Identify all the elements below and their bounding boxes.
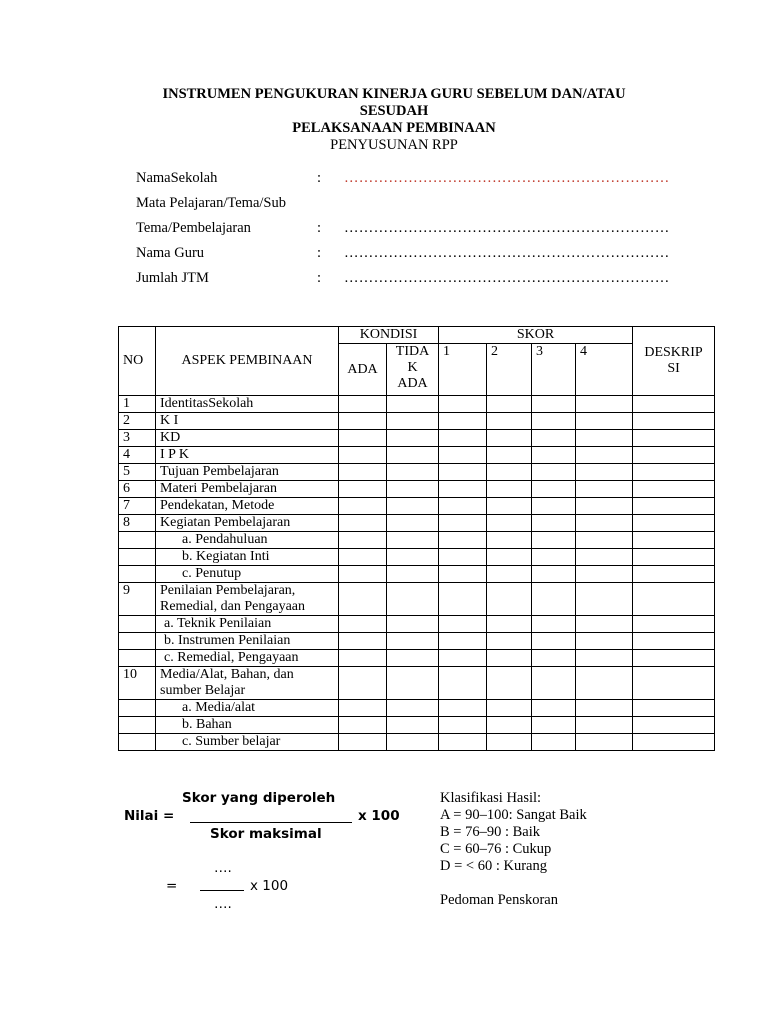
cell-tidak-ada[interactable] bbox=[387, 700, 439, 717]
cell-deskripsi[interactable] bbox=[633, 633, 715, 650]
row-no: 9 bbox=[119, 583, 156, 616]
cell-deskripsi[interactable] bbox=[633, 566, 715, 583]
cell-ada[interactable] bbox=[339, 700, 387, 717]
table-row bbox=[119, 515, 715, 532]
field-blank[interactable]: ………………………………………………………… bbox=[344, 245, 670, 261]
cell-tidak-ada[interactable] bbox=[387, 633, 439, 650]
cell-skor-1[interactable] bbox=[439, 481, 487, 498]
cell-skor-3[interactable] bbox=[532, 515, 576, 532]
cell-ada[interactable] bbox=[339, 413, 387, 430]
table-row bbox=[119, 700, 715, 717]
cell-skor-4[interactable] bbox=[576, 498, 633, 515]
table-row bbox=[119, 447, 715, 464]
cell-skor-2[interactable] bbox=[487, 413, 532, 430]
cell-deskripsi[interactable] bbox=[633, 396, 715, 413]
row-aspek: Kegiatan Pembelajaran bbox=[156, 515, 339, 532]
row-aspek: c. Penutup bbox=[156, 566, 339, 583]
header-skor-2: 2 bbox=[487, 344, 532, 396]
cell-skor-2[interactable] bbox=[487, 616, 532, 633]
cell-ada[interactable] bbox=[339, 447, 387, 464]
calc-numerator: …. bbox=[214, 860, 232, 876]
calc-denominator: …. bbox=[214, 896, 232, 912]
cell-ada[interactable] bbox=[339, 667, 387, 700]
table-row bbox=[119, 650, 715, 667]
cell-ada[interactable] bbox=[339, 633, 387, 650]
title-line-3: PELAKSANAAN PEMBINAAN bbox=[292, 120, 496, 136]
table-row bbox=[119, 549, 715, 566]
cell-skor-4[interactable] bbox=[576, 667, 633, 700]
field-colon: : bbox=[317, 170, 322, 186]
row-no: 2 bbox=[119, 413, 156, 430]
cell-deskripsi[interactable] bbox=[633, 667, 715, 700]
header-deskripsi: DESKRIP SI bbox=[633, 327, 715, 396]
cell-skor-3[interactable] bbox=[532, 498, 576, 515]
row-no bbox=[119, 566, 156, 583]
cell-ada[interactable] bbox=[339, 717, 387, 734]
field-mata-pelajaran bbox=[136, 195, 696, 220]
table-row bbox=[119, 717, 715, 734]
cell-skor-4[interactable] bbox=[576, 481, 633, 498]
field-label: Mata Pelajaran/Tema/Sub bbox=[136, 195, 286, 211]
table-row bbox=[119, 396, 715, 413]
table-row bbox=[119, 734, 715, 751]
cell-ada[interactable] bbox=[339, 498, 387, 515]
cell-ada[interactable] bbox=[339, 532, 387, 549]
row-no bbox=[119, 734, 156, 751]
field-nama-sekolah bbox=[136, 170, 696, 195]
cell-skor-4[interactable] bbox=[576, 650, 633, 667]
cell-skor-3[interactable] bbox=[532, 532, 576, 549]
field-label: Jumlah JTM bbox=[136, 270, 209, 286]
cell-skor-3[interactable] bbox=[532, 396, 576, 413]
row-aspek: a. Pendahuluan bbox=[156, 532, 339, 549]
cell-skor-2[interactable] bbox=[487, 667, 532, 700]
cell-deskripsi[interactable] bbox=[633, 481, 715, 498]
cell-skor-2[interactable] bbox=[487, 447, 532, 464]
cell-tidak-ada[interactable] bbox=[387, 549, 439, 566]
row-aspek: Media/Alat, Bahan, dan sumber Belajar bbox=[156, 667, 339, 700]
cell-skor-2[interactable] bbox=[487, 633, 532, 650]
row-aspek: c. Sumber belajar bbox=[156, 734, 339, 751]
title-line-2: SESUDAH bbox=[359, 103, 429, 119]
row-no bbox=[119, 633, 156, 650]
row-no: 8 bbox=[119, 515, 156, 532]
cell-tidak-ada[interactable] bbox=[387, 481, 439, 498]
row-aspek: Pendekatan, Metode bbox=[156, 498, 339, 515]
cell-tidak-ada[interactable] bbox=[387, 413, 439, 430]
cell-skor-3[interactable] bbox=[532, 549, 576, 566]
cell-skor-1[interactable] bbox=[439, 396, 487, 413]
cell-ada[interactable] bbox=[339, 481, 387, 498]
calc-fraction-line bbox=[200, 890, 244, 891]
cell-ada[interactable] bbox=[339, 616, 387, 633]
table-row bbox=[119, 667, 715, 700]
cell-skor-1[interactable] bbox=[439, 667, 487, 700]
cell-tidak-ada[interactable] bbox=[387, 583, 439, 616]
cell-tidak-ada[interactable] bbox=[387, 717, 439, 734]
header-row-1 bbox=[119, 327, 715, 344]
cell-skor-4[interactable] bbox=[576, 430, 633, 447]
cell-deskripsi[interactable] bbox=[633, 447, 715, 464]
cell-skor-2[interactable] bbox=[487, 650, 532, 667]
table-row bbox=[119, 583, 715, 616]
table-row bbox=[119, 633, 715, 650]
cell-skor-3[interactable] bbox=[532, 464, 576, 481]
row-aspek: Materi Pembelajaran bbox=[156, 481, 339, 498]
cell-deskripsi[interactable] bbox=[633, 700, 715, 717]
cell-skor-2[interactable] bbox=[487, 396, 532, 413]
cell-deskripsi[interactable] bbox=[633, 498, 715, 515]
cell-skor-3[interactable] bbox=[532, 667, 576, 700]
cell-skor-3[interactable] bbox=[532, 717, 576, 734]
cell-skor-4[interactable] bbox=[576, 413, 633, 430]
cell-skor-4[interactable] bbox=[576, 396, 633, 413]
calc-times: x 100 bbox=[250, 878, 289, 894]
formula-fraction-line bbox=[190, 822, 352, 823]
table-row bbox=[119, 481, 715, 498]
cell-skor-4[interactable] bbox=[576, 717, 633, 734]
row-aspek: Tujuan Pembelajaran bbox=[156, 464, 339, 481]
cell-skor-1[interactable] bbox=[439, 566, 487, 583]
cell-deskripsi[interactable] bbox=[633, 515, 715, 532]
cell-tidak-ada[interactable] bbox=[387, 734, 439, 751]
calc-equals: = bbox=[166, 878, 178, 894]
cell-skor-1[interactable] bbox=[439, 464, 487, 481]
cell-skor-2[interactable] bbox=[487, 515, 532, 532]
row-no: 5 bbox=[119, 464, 156, 481]
field-nama-guru bbox=[136, 245, 696, 270]
cell-deskripsi[interactable] bbox=[633, 549, 715, 566]
cell-ada[interactable] bbox=[339, 396, 387, 413]
row-aspek: KD bbox=[156, 430, 339, 447]
cell-skor-1[interactable] bbox=[439, 447, 487, 464]
cell-skor-2[interactable] bbox=[487, 717, 532, 734]
cell-skor-2[interactable] bbox=[487, 700, 532, 717]
cell-ada[interactable] bbox=[339, 515, 387, 532]
cell-deskripsi[interactable] bbox=[633, 430, 715, 447]
cell-skor-4[interactable] bbox=[576, 700, 633, 717]
row-aspek: b. Instrumen Penilaian bbox=[156, 633, 339, 650]
header-skor-3: 3 bbox=[532, 344, 576, 396]
document-title bbox=[110, 86, 678, 154]
cell-tidak-ada[interactable] bbox=[387, 498, 439, 515]
field-label: Tema/Pembelajaran bbox=[136, 220, 251, 236]
cell-tidak-ada[interactable] bbox=[387, 616, 439, 633]
cell-skor-4[interactable] bbox=[576, 515, 633, 532]
cell-skor-4[interactable] bbox=[576, 616, 633, 633]
field-colon: : bbox=[317, 245, 322, 261]
cell-ada[interactable] bbox=[339, 583, 387, 616]
row-aspek: b. Bahan bbox=[156, 717, 339, 734]
cell-skor-2[interactable] bbox=[487, 464, 532, 481]
cell-skor-1[interactable] bbox=[439, 717, 487, 734]
cell-tidak-ada[interactable] bbox=[387, 650, 439, 667]
cell-skor-3[interactable] bbox=[532, 447, 576, 464]
table-row bbox=[119, 413, 715, 430]
field-blank[interactable]: ………………………………………………………… bbox=[344, 220, 670, 236]
row-no: 7 bbox=[119, 498, 156, 515]
row-aspek: a. Teknik Penilaian bbox=[156, 616, 339, 633]
formula-numerator: Skor yang diperoleh bbox=[182, 790, 336, 806]
header-skor-4: 4 bbox=[576, 344, 633, 396]
field-jumlah-jtm bbox=[136, 270, 696, 295]
cell-tidak-ada[interactable] bbox=[387, 566, 439, 583]
cell-skor-3[interactable] bbox=[532, 413, 576, 430]
field-tema-pembelajaran bbox=[136, 220, 696, 245]
cell-skor-3[interactable] bbox=[532, 566, 576, 583]
cell-skor-2[interactable] bbox=[487, 734, 532, 751]
cell-skor-2[interactable] bbox=[487, 498, 532, 515]
klasifikasi-item: C = 60–76 : Cukup bbox=[440, 841, 552, 857]
cell-skor-1[interactable] bbox=[439, 616, 487, 633]
cell-deskripsi[interactable] bbox=[633, 734, 715, 751]
row-aspek: K I bbox=[156, 413, 339, 430]
cell-skor-4[interactable] bbox=[576, 734, 633, 751]
cell-tidak-ada[interactable] bbox=[387, 515, 439, 532]
cell-skor-1[interactable] bbox=[439, 413, 487, 430]
row-no: 6 bbox=[119, 481, 156, 498]
cell-skor-4[interactable] bbox=[576, 566, 633, 583]
cell-deskripsi[interactable] bbox=[633, 650, 715, 667]
identity-fields bbox=[136, 170, 696, 295]
cell-skor-3[interactable] bbox=[532, 734, 576, 751]
cell-skor-1[interactable] bbox=[439, 498, 487, 515]
header-aspek: ASPEK PEMBINAAN bbox=[156, 327, 339, 396]
cell-tidak-ada[interactable] bbox=[387, 396, 439, 413]
field-colon: : bbox=[317, 220, 322, 236]
cell-skor-1[interactable] bbox=[439, 583, 487, 616]
row-aspek: c. Remedial, Pengayaan bbox=[156, 650, 339, 667]
cell-skor-1[interactable] bbox=[439, 633, 487, 650]
row-aspek: I P K bbox=[156, 447, 339, 464]
cell-tidak-ada[interactable] bbox=[387, 667, 439, 700]
cell-tidak-ada[interactable] bbox=[387, 430, 439, 447]
header-skor-1: 1 bbox=[439, 344, 487, 396]
cell-tidak-ada[interactable] bbox=[387, 464, 439, 481]
row-aspek: b. Kegiatan Inti bbox=[156, 549, 339, 566]
row-no: 1 bbox=[119, 396, 156, 413]
cell-skor-3[interactable] bbox=[532, 650, 576, 667]
cell-skor-2[interactable] bbox=[487, 583, 532, 616]
klasifikasi-title: Klasifikasi Hasil: bbox=[440, 790, 542, 806]
table-row bbox=[119, 498, 715, 515]
field-blank[interactable]: ………………………………………………………… bbox=[344, 170, 670, 186]
cell-skor-4[interactable] bbox=[576, 464, 633, 481]
row-aspek: a. Media/alat bbox=[156, 700, 339, 717]
cell-ada[interactable] bbox=[339, 566, 387, 583]
header-kondisi: KONDISI bbox=[339, 327, 439, 344]
header-tidak-ada: TIDA K ADA bbox=[387, 344, 439, 396]
row-no: 4 bbox=[119, 447, 156, 464]
cell-skor-2[interactable] bbox=[487, 566, 532, 583]
header-ada: ADA bbox=[339, 344, 387, 396]
cell-ada[interactable] bbox=[339, 464, 387, 481]
row-aspek: IdentitasSekolah bbox=[156, 396, 339, 413]
header-no: NO bbox=[119, 327, 156, 396]
table-row bbox=[119, 566, 715, 583]
assessment-table bbox=[118, 326, 715, 751]
title-line-1: INSTRUMEN PENGUKURAN KINERJA GURU SEBELUM DAN/ATAU bbox=[162, 86, 626, 102]
cell-skor-3[interactable] bbox=[532, 700, 576, 717]
formula-times: x 100 bbox=[358, 808, 400, 824]
cell-tidak-ada[interactable] bbox=[387, 532, 439, 549]
cell-skor-1[interactable] bbox=[439, 549, 487, 566]
field-blank[interactable]: ………………………………………………………… bbox=[344, 270, 670, 286]
row-no: 10 bbox=[119, 667, 156, 700]
cell-skor-2[interactable] bbox=[487, 549, 532, 566]
cell-skor-1[interactable] bbox=[439, 430, 487, 447]
title-line-4: PENYUSUNAN RPP bbox=[330, 137, 458, 153]
cell-ada[interactable] bbox=[339, 549, 387, 566]
cell-tidak-ada[interactable] bbox=[387, 447, 439, 464]
cell-skor-4[interactable] bbox=[576, 532, 633, 549]
cell-ada[interactable] bbox=[339, 734, 387, 751]
table-row bbox=[119, 464, 715, 481]
pedoman-penskoran: Pedoman Penskoran bbox=[440, 892, 558, 908]
cell-skor-3[interactable] bbox=[532, 481, 576, 498]
field-colon: : bbox=[317, 270, 322, 286]
table-row bbox=[119, 616, 715, 633]
table-row bbox=[119, 532, 715, 549]
cell-skor-3[interactable] bbox=[532, 633, 576, 650]
cell-skor-3[interactable] bbox=[532, 583, 576, 616]
cell-skor-2[interactable] bbox=[487, 481, 532, 498]
field-label: Nama Guru bbox=[136, 245, 205, 261]
header-skor: SKOR bbox=[439, 327, 633, 344]
cell-skor-4[interactable] bbox=[576, 583, 633, 616]
klasifikasi-item: B = 76–90 : Baik bbox=[440, 824, 541, 840]
row-aspek: Penilaian Pembelajaran, Remedial, dan Pengayaan bbox=[156, 583, 339, 616]
cell-deskripsi[interactable] bbox=[633, 717, 715, 734]
cell-skor-2[interactable] bbox=[487, 430, 532, 447]
formula-nilai: Nilai = bbox=[124, 808, 175, 824]
row-no bbox=[119, 616, 156, 633]
cell-skor-1[interactable] bbox=[439, 515, 487, 532]
row-no bbox=[119, 549, 156, 566]
row-no bbox=[119, 717, 156, 734]
cell-deskripsi[interactable] bbox=[633, 464, 715, 481]
klasifikasi-item: D = < 60 : Kurang bbox=[440, 858, 547, 874]
formula-denominator: Skor maksimal bbox=[210, 826, 322, 842]
cell-skor-1[interactable] bbox=[439, 700, 487, 717]
row-no bbox=[119, 700, 156, 717]
row-no bbox=[119, 532, 156, 549]
cell-skor-1[interactable] bbox=[439, 650, 487, 667]
cell-skor-4[interactable] bbox=[576, 549, 633, 566]
cell-skor-1[interactable] bbox=[439, 532, 487, 549]
cell-deskripsi[interactable] bbox=[633, 616, 715, 633]
cell-skor-3[interactable] bbox=[532, 430, 576, 447]
field-label: NamaSekolah bbox=[136, 170, 218, 186]
cell-ada[interactable] bbox=[339, 650, 387, 667]
table-row bbox=[119, 430, 715, 447]
cell-deskripsi[interactable] bbox=[633, 583, 715, 616]
klasifikasi-hasil bbox=[440, 790, 587, 909]
cell-ada[interactable] bbox=[339, 430, 387, 447]
cell-skor-2[interactable] bbox=[487, 532, 532, 549]
cell-skor-1[interactable] bbox=[439, 734, 487, 751]
cell-skor-4[interactable] bbox=[576, 447, 633, 464]
cell-deskripsi[interactable] bbox=[633, 532, 715, 549]
row-no bbox=[119, 650, 156, 667]
cell-deskripsi[interactable] bbox=[633, 413, 715, 430]
cell-skor-4[interactable] bbox=[576, 633, 633, 650]
klasifikasi-item: A = 90–100: Sangat Baik bbox=[440, 807, 587, 823]
cell-skor-3[interactable] bbox=[532, 616, 576, 633]
row-no: 3 bbox=[119, 430, 156, 447]
